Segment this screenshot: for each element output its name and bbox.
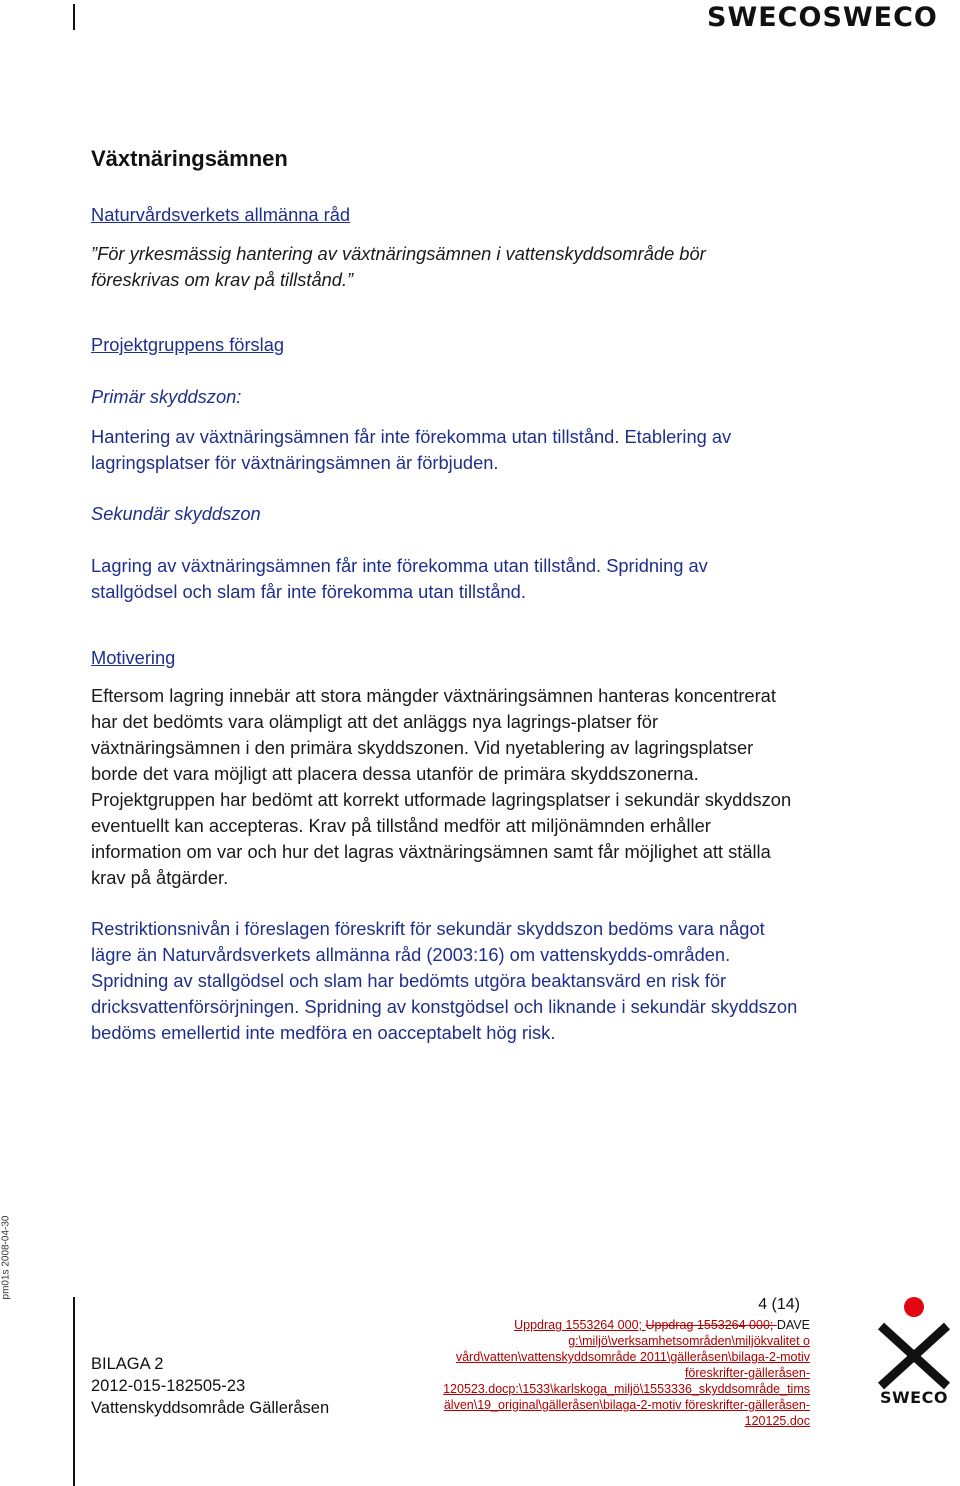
ref-uppdrag-2: Uppdrag 1553264 000; xyxy=(645,1318,777,1332)
page-title: Växtnäringsämnen xyxy=(91,146,288,171)
ref-uppdrag-1: Uppdrag 1553264 000; xyxy=(514,1318,646,1332)
ref-dave: DAVE xyxy=(776,1318,810,1332)
bilaga-label: BILAGA 2 xyxy=(91,1355,164,1373)
doc-number: 2012-015-182505-23 xyxy=(91,1377,246,1395)
motivering-text: Eftersom lagring innebär att stora mängder växtnäringsämnen hanteras koncentrerat har det bedömts vara olämpligt att det anläggs nya lagrings-platser för växtnäringsämnen i den primära skyddszonen. Vid nyetablering av lagringsplatser borde det vara möjligt att placera dessa utanför de primära skyddszonerna. Projektgruppen har bedömt att korrekt utformade lagringsplatser i sekundär skyddszon eventuellt kan accepteras. Krav på tillstånd medför att miljönämnden erhåller information om var och hur det lagras växtnäringsämnen samt får möjlighet att ställa krav på åtgärder. xyxy=(91,685,792,888)
primar-text: Hantering av växtnäringsämnen får inte förekomma utan tillstånd. Etablering av lagringsplatser för växtnäringsämnen är förbjuden. xyxy=(91,426,732,473)
sekundar-text: Lagring av växtnäringsämnen får inte förekomma utan tillstånd. Spridning av stallgödsel och slam får inte förekomma utan tillstånd. xyxy=(91,555,708,602)
sekundar-heading: Sekundär skyddszon xyxy=(91,503,261,524)
header-logo: SWECOSWECO xyxy=(707,2,938,33)
naturvard-quote: ”För yrkesmässig hantering av växtnäringsämnen i vattenskyddsområde bör föreskrivas om krav på tillstånd.” xyxy=(91,243,706,290)
restriktion-text: Restriktionsnivån i föreslagen föreskrift för sekundär skyddszon bedöms vara något lägre än Naturvårdsverkets allmänna råd (2003:16) om vattenskydds-områden. Spridning av stallgödsel och slam har bedömts utgöra beaktansvärd en risk för dricksvattenförsörjningen. Spridning av konstgödsel och liknande i sekundär skyddszon bedöms emellertid inte medföra en oacceptabelt hög risk. xyxy=(91,918,798,1043)
file-reference xyxy=(440,1317,810,1429)
sweco-logo-text: SWECO xyxy=(880,1388,948,1407)
ref-path: g:\miljö\verksamhetsområden\miljökvalitet o vård\vatten\vattenskyddsområde 2011\gälleråsen\bilaga-2-motiv föreskrifter-gälleråsen-120523.docp:\1533\karlskoga_miljö\1553336_skyddsområde_tims älven\19_original\gälleråsen\bilaga-2-motiv föreskrifter-gälleråsen-120125.doc xyxy=(443,1334,810,1428)
header-divider xyxy=(73,4,75,30)
sweco-logo xyxy=(875,1296,953,1416)
motivering-heading: Motivering xyxy=(91,647,176,668)
project-name: Vattenskyddsområde Gälleråsen xyxy=(91,1399,330,1417)
side-stamp: pm01s 2008-04-30 xyxy=(0,1215,12,1300)
footer-divider xyxy=(73,1297,75,1486)
projekt-heading: Projektgruppens förslag xyxy=(91,334,285,355)
naturvard-heading: Naturvårdsverkets allmänna råd xyxy=(91,204,351,225)
page-number: 4 (14) xyxy=(758,1296,800,1313)
footer-info xyxy=(91,1353,329,1419)
primar-heading: Primär skyddszon: xyxy=(91,386,242,407)
